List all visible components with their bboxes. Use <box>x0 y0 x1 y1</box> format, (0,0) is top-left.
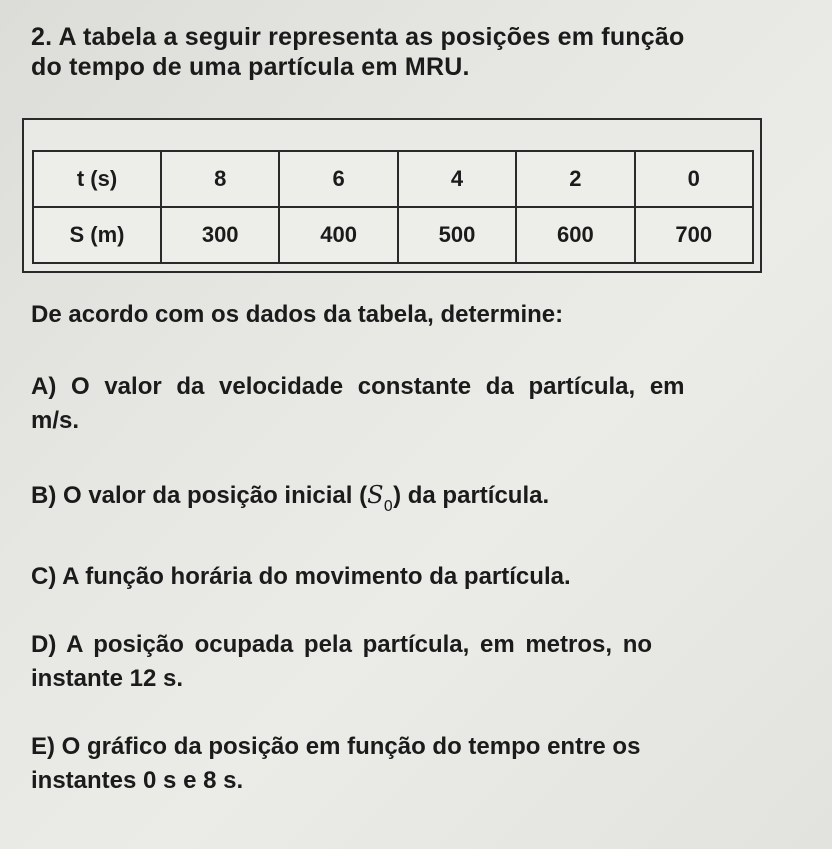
item-d-line-1: D) A posição ocupada pela partícula, em metros, no <box>31 631 653 658</box>
question-title-line-1: 2. A tabela a seguir representa as posições em função <box>31 23 685 51</box>
instructions-text: De acordo com os dados da tabela, determine: <box>31 301 564 328</box>
table-cell-position: 400 <box>279 207 397 263</box>
table-cell-time: 4 <box>398 151 516 207</box>
item-a-line-1: A) O valor da velocidade constante da partícula, em <box>31 373 685 400</box>
table-row-time <box>33 151 753 207</box>
item-b-text-after: ) da partícula. <box>393 482 550 509</box>
symbol-s: S <box>367 481 384 509</box>
table-cell-time: 2 <box>516 151 634 207</box>
item-c <box>31 560 571 594</box>
table-cell-time: 8 <box>161 151 279 207</box>
table-header-time: t (s) <box>33 151 161 207</box>
question-title <box>31 22 801 82</box>
table-cell-time: 0 <box>635 151 753 207</box>
item-d <box>31 628 652 696</box>
initial-position-symbol <box>367 481 394 515</box>
item-e <box>31 730 640 798</box>
table-frame <box>22 118 762 273</box>
item-e-line-2: instantes 0 s e 8 s. <box>31 767 244 794</box>
item-a <box>31 370 685 438</box>
table-cell-position: 500 <box>398 207 516 263</box>
table-cell-position: 700 <box>635 207 753 263</box>
table-cell-time: 6 <box>279 151 397 207</box>
symbol-subscript: 0 <box>383 497 394 515</box>
item-b <box>31 478 549 523</box>
table-row-position <box>33 207 753 263</box>
item-d-line-2: instante 12 s. <box>31 665 184 692</box>
position-time-table <box>32 150 754 264</box>
question-title-line-2: do tempo de uma partícula em MRU. <box>31 53 470 81</box>
item-a-line-2: m/s. <box>31 407 80 434</box>
item-c-line-1: C) A função horária do movimento da partícula. <box>31 563 571 590</box>
table-cell-position: 300 <box>161 207 279 263</box>
item-b-text-before: B) O valor da posição inicial ( <box>31 482 368 509</box>
table-header-position: S (m) <box>33 207 161 263</box>
item-e-line-1: E) O gráfico da posição em função do tempo entre os <box>31 733 641 760</box>
table-cell-position: 600 <box>516 207 634 263</box>
